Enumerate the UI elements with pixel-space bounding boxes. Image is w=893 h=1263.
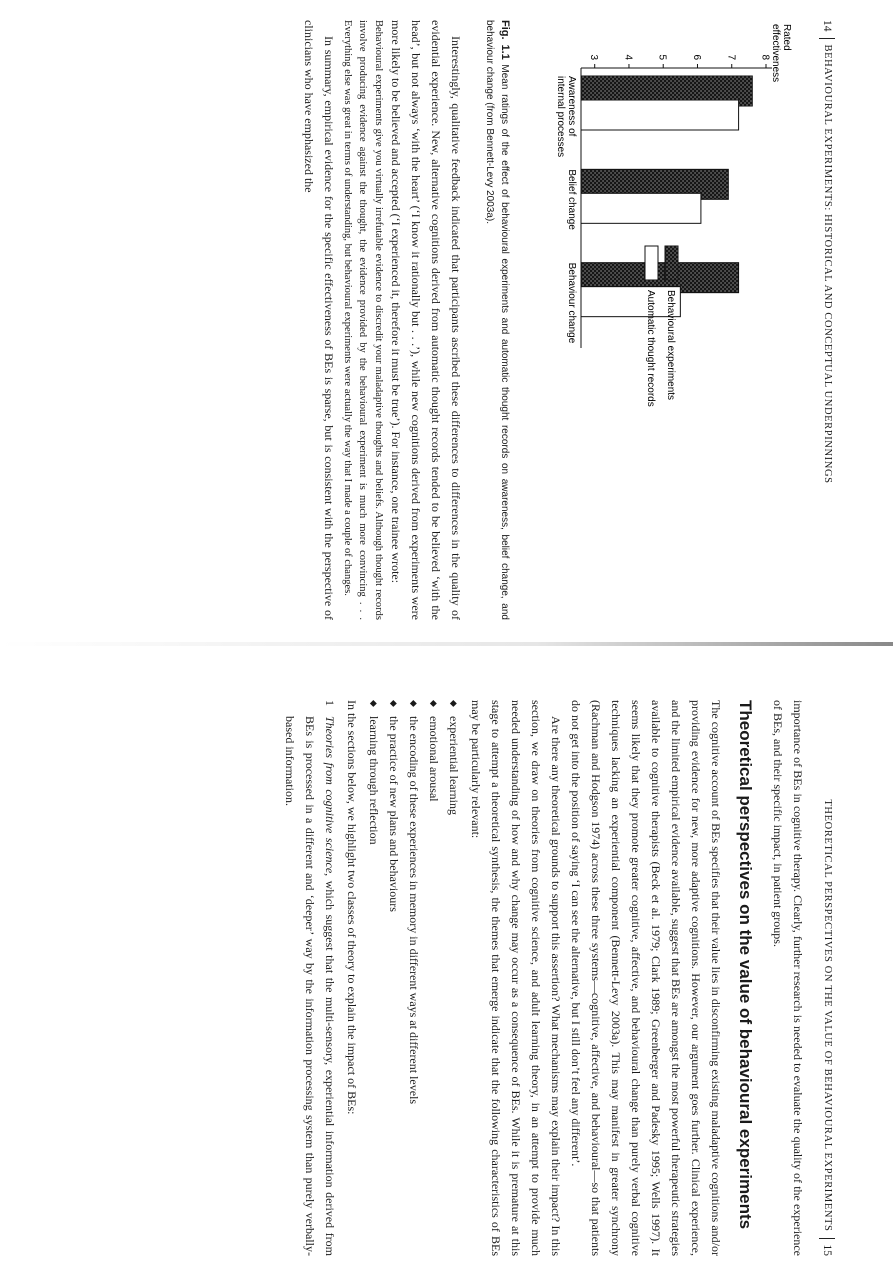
theory-list <box>280 700 340 1256</box>
running-head-14 <box>818 20 836 620</box>
running-head-text-14: BEHAVIOURAL EXPERIMENTS: HISTORICAL AND CONCEPTUAL UNDERPINNINGS <box>822 44 833 484</box>
header-rule <box>819 1238 835 1239</box>
legend-swatch <box>645 246 658 280</box>
figure-caption-text: Mean ratings of the effect of behavioural experiments and automatic thought records on awareness, belief change, and behaviour change (from Bennett-Levy 2003a). <box>484 20 510 620</box>
y-axis-label: Ratedeffectiveness <box>770 24 792 83</box>
figure-1-1 <box>520 20 796 620</box>
figure-caption-label: Fig. 1.1 <box>499 20 511 60</box>
bar-chart <box>520 20 796 620</box>
section-heading: Theoretical perspectives on the value of behavioural experiments <box>736 700 755 1230</box>
page-divider <box>0 642 893 646</box>
paragraph-summary: In summary, empirical evidence for the specific effectiveness of BEs is sparse, but is consistent with the perspective of clinicians who have emphasized the <box>302 20 337 620</box>
characteristics-list <box>364 700 464 1256</box>
figure-caption <box>482 20 512 620</box>
list-item: ◆ emotional arousal <box>424 700 444 1256</box>
y-tick-label: 8 <box>759 54 771 60</box>
running-head-15 <box>818 700 836 1256</box>
legend-label: Automatic thought records <box>645 290 656 407</box>
block-quote: Behavioural experiments give you virtually irrefutable evidence to discredit your maladaptive thoughts and beliefs. Although thought records involve producing evidence against the thought, the evidence provided by the behavioural experiment is much more convincing . . . Everything else was great in terms of understanding, but behavioural experiments were actually the way that I made a couple of changes. <box>342 20 384 620</box>
list-item <box>280 700 340 1256</box>
paragraph-cognitive-account: The cognitive account of BEs specifies that their value lies in disconfirming existing maladaptive cognitions and/or providing evidence for new, more adaptive cognitions. However, our argument goes further. Clinical experience, and the limited empirical evidence available, suggest that BEs are amongst the most powerful therapeutic strategies available to cognitive therapists (Beck et al. 1979; Clark 1989; Greenberger and Padesky 1995; Wells 1997). It seems likely that they promote greater cognitive, affective, and behavioural change than purely verbal cognitive techniques lacking an experiential component (Bennett-Levy 2003a). This may manifest in greater synchrony (Rachman and Hodgson 1974) across these three systems—cognitive, affective, and behavioural—so that patients do not get into the position of saying ‘I can see the alternative, but I still don’t feel any different’. <box>569 700 723 1256</box>
y-tick-label: 4 <box>622 54 634 60</box>
list-item-text: which suggest that the multi-sensory, experiential information derived from BEs is processed in a different and ‘deeper’ way by the information processing system than purely verbally-based information. <box>283 716 337 1256</box>
x-category-label: Belief change <box>566 169 577 230</box>
x-category-label: Awareness ofinternal processes <box>555 76 577 158</box>
paragraph-qualitative: Interestingly, qualitative feedback indicated that participants ascribed these differences to differences in the quality of evidential experience. New, alternative cognitions derived from automatic thought records tended to be believed ‘with the head’, but not always ‘with the heart’ (‘I know it rationally but . . .’), while new cognitions derived from experiments were more likely to be believed and accepted (‘I experienced it, therefore it must be true’). For instance, one trainee wrote: <box>389 20 463 620</box>
y-tick-label: 5 <box>656 54 668 60</box>
page-14 <box>16 20 836 620</box>
list-item: ◆ experiential learning <box>444 700 464 1256</box>
y-tick-label: 7 <box>725 54 737 60</box>
paragraph-sections-below: In the sections below, we highlight two classes of theory to explain the impact of BEs: <box>345 700 359 1115</box>
y-tick-label: 3 <box>588 54 600 60</box>
y-tick-label: 6 <box>690 54 702 60</box>
paragraph-continuation: importance of BEs in cognitive therapy. Clearly, further research is needed to evaluate the quality of the experience of BEs, and their specific impact, in patient groups. <box>771 700 805 1256</box>
legend-label: Behavioural experiments <box>665 290 676 401</box>
page-number-15: 15 <box>821 1244 833 1256</box>
list-item-italic: Theories from cognitive science, <box>323 716 337 877</box>
list-number: 1 <box>323 700 337 706</box>
legend-swatch <box>665 246 678 280</box>
x-category-label: Behaviour change <box>566 262 577 344</box>
page-15 <box>16 700 836 1256</box>
list-item: ◆ the encoding of these experiences in memory in different ways at different levels <box>404 700 424 1256</box>
list-item: ◆ learning through reflection <box>364 700 384 1256</box>
page-number-14: 14 <box>821 20 833 32</box>
running-head-text-15: THEORETICAL PERSPECTIVES ON THE VALUE OF BEHAVIOURAL EXPERIMENTS <box>822 799 833 1232</box>
header-rule <box>819 38 835 39</box>
bar-automatic-thought-records <box>581 100 739 130</box>
bar-automatic-thought-records <box>581 193 701 223</box>
paragraph-theoretical-grounds: Are there any theoretical grounds to support this assertion? What mechanisms may explain their impact? In this section, we draw on theories from cognitive science, and adult learning theory, in an attempt to provide much needed understanding of how and why change may occur as a consequence of BEs. While it is premature at this stage to attempt a theoretical synthesis, the themes that emerge indicate that the following characteristics of BEs may be particularly relevant: <box>469 700 563 1256</box>
list-item: ◆ the practice of new plans and behaviours <box>384 700 404 1256</box>
